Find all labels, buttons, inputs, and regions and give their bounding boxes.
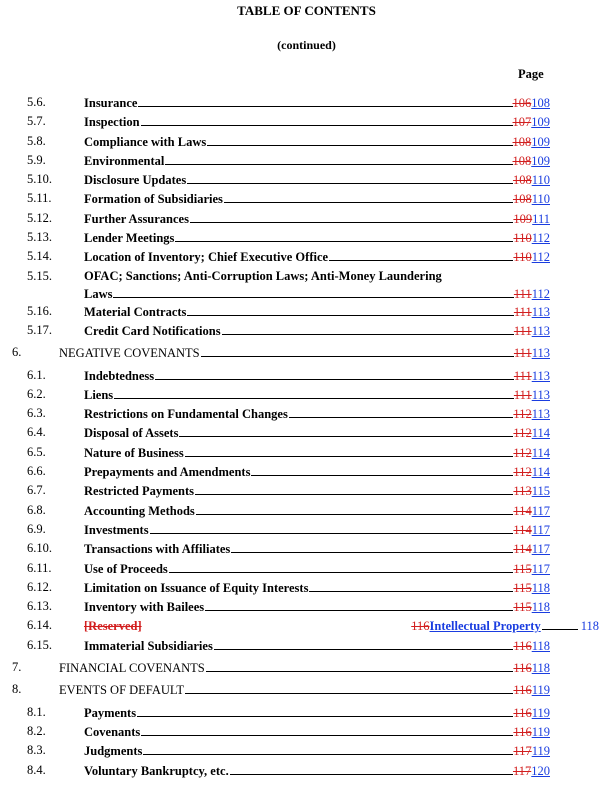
entry-number: 6.14. xyxy=(27,618,52,633)
entry-title: Judgments xyxy=(84,744,143,759)
article-number: 7. xyxy=(12,660,22,675)
entry-title: Use of Proceeds xyxy=(84,561,168,576)
entry-number: 5.15. xyxy=(27,268,52,283)
entry-title: Formation of Subsidiaries xyxy=(84,192,223,207)
dot-leader xyxy=(141,114,513,126)
toc-list xyxy=(0,93,613,780)
dot-leader xyxy=(179,425,513,437)
inserted-page-number[interactable]: 112 xyxy=(531,250,550,265)
toc-entry[interactable] xyxy=(0,93,613,112)
deleted-page-number: 108 xyxy=(512,134,532,149)
deleted-page-number: 114 xyxy=(513,503,532,518)
toc-entry[interactable] xyxy=(0,302,613,321)
toc-article-entry[interactable] xyxy=(0,680,613,699)
entry-title-line2: Laws xyxy=(84,286,113,301)
inserted-page-number[interactable]: 118 xyxy=(531,600,550,615)
toc-entry[interactable] xyxy=(0,366,613,385)
entry-title: Limitation on Issuance of Equity Interests xyxy=(84,580,309,595)
inserted-page-number[interactable]: 109 xyxy=(531,115,550,130)
entry-number: 6.15. xyxy=(27,637,52,652)
entry-title: Compliance with Laws xyxy=(84,134,207,149)
page-column-header: Page xyxy=(518,67,544,81)
inserted-page-number[interactable]: 113 xyxy=(531,304,550,319)
deleted-page-number: 111 xyxy=(513,323,532,338)
dot-leader xyxy=(155,368,514,380)
deleted-page-number: 111 xyxy=(513,304,532,319)
toc-entry[interactable] xyxy=(0,462,613,481)
toc-article-entry[interactable] xyxy=(0,658,613,677)
inserted-page-number[interactable]: 114 xyxy=(531,426,550,441)
entry-title: Restricted Payments xyxy=(84,484,195,499)
toc-title: TABLE OF CONTENTS xyxy=(237,3,376,18)
toc-subtitle: (continued) xyxy=(277,38,336,52)
entry-title: Payments xyxy=(84,705,137,720)
dot-leader xyxy=(231,541,513,553)
dot-leader xyxy=(205,599,513,611)
entry-title: Insurance xyxy=(84,96,138,110)
dot-leader xyxy=(150,522,514,534)
entry-title: Prepayments and Amendments xyxy=(84,465,251,480)
deleted-page-number: 106 xyxy=(512,96,532,110)
deleted-page-number: 116 xyxy=(411,619,430,634)
entry-title: Material Contracts xyxy=(84,304,187,319)
entry-title: Further Assurances xyxy=(84,211,189,226)
article-title: FINANCIAL COVENANTS xyxy=(59,661,205,676)
entry-number: 6.8. xyxy=(27,502,46,517)
inserted-page-number[interactable]: 117 xyxy=(531,522,550,537)
inserted-page-number[interactable]: 118 xyxy=(531,661,550,676)
entry-number: 5.16. xyxy=(27,303,52,318)
dot-leader xyxy=(169,561,514,573)
article-number: 8. xyxy=(12,682,22,697)
deleted-page-number: 116 xyxy=(513,724,532,739)
entry-number: 5.9. xyxy=(27,152,46,167)
deleted-page-number: 111 xyxy=(513,387,532,402)
toc-entry[interactable] xyxy=(0,404,613,423)
deleted-page-number: 112 xyxy=(513,407,532,422)
entry-number: 5.10. xyxy=(27,172,52,187)
toc-entry[interactable] xyxy=(0,597,613,616)
entry-title: Credit Card Notifications xyxy=(84,323,221,338)
dot-leader xyxy=(187,172,513,184)
inserted-page-number[interactable]: 117 xyxy=(531,561,550,576)
dot-leader xyxy=(206,660,514,672)
entry-title-line1: OFAC; Sanctions; Anti-Corruption Laws; Anti-Money Laundering xyxy=(84,268,442,283)
deleted-page-number: 109 xyxy=(513,211,533,226)
inserted-page-number[interactable]: 113 xyxy=(531,346,550,361)
toc-entry[interactable] xyxy=(0,636,613,655)
toc-entry[interactable] xyxy=(0,189,613,208)
dot-leader xyxy=(224,191,513,203)
dot-leader xyxy=(143,743,513,755)
entry-title: Transactions with Affiliates xyxy=(84,542,231,557)
dot-leader xyxy=(230,763,513,775)
inserted-page-number[interactable]: 113 xyxy=(531,387,550,402)
entry-title: Lender Meetings xyxy=(84,231,175,246)
dot-leader xyxy=(185,445,514,457)
entry-number: 8.3. xyxy=(27,743,46,758)
toc-entry[interactable] xyxy=(0,170,613,189)
inserted-page-number[interactable]: 110 xyxy=(531,192,550,207)
entry-title: Disclosure Updates xyxy=(84,173,187,188)
deleted-page-number: 108 xyxy=(512,153,532,168)
inserted-page-number[interactable]: 108 xyxy=(531,96,550,110)
toc-entry[interactable] xyxy=(0,501,613,520)
entry-number: 8.1. xyxy=(27,704,46,719)
entry-title: Liens xyxy=(84,387,114,402)
entry-number: 6.2. xyxy=(27,386,46,401)
entry-title: Location of Inventory; Chief Executive Office xyxy=(84,250,329,265)
dot-leader xyxy=(114,387,514,399)
inserted-page-number[interactable]: 119 xyxy=(531,683,550,698)
entry-number: 6.6. xyxy=(27,464,46,479)
inserted-page-number[interactable]: 117 xyxy=(531,503,550,518)
entry-number: 5.14. xyxy=(27,249,52,264)
inserted-entry-title[interactable]: Intellectual Property xyxy=(429,619,541,634)
dot-leader xyxy=(165,153,512,165)
entry-number: 8.4. xyxy=(27,762,46,777)
entry-number: 6.4. xyxy=(27,425,46,440)
deleted-page-number: 115 xyxy=(513,600,532,615)
dot-leader xyxy=(201,345,514,357)
entry-number: 6.1. xyxy=(27,367,46,382)
entry-number: 6.12. xyxy=(27,579,52,594)
deleted-page-number: 110 xyxy=(513,250,532,265)
dot-leader xyxy=(207,134,512,146)
dot-leader xyxy=(195,483,513,495)
deleted-page-number: 112 xyxy=(513,445,532,460)
inserted-page-number[interactable]: 115 xyxy=(531,484,550,499)
entry-number: 5.12. xyxy=(27,210,52,225)
toc-entry[interactable] xyxy=(0,151,613,170)
inserted-page-number[interactable]: 114 xyxy=(531,445,550,460)
deleted-entry-title: [Reserved] xyxy=(84,619,142,634)
toc-entry[interactable] xyxy=(0,228,613,247)
inserted-page-number[interactable]: 112 xyxy=(531,286,550,301)
toc-entry[interactable] xyxy=(0,722,613,741)
deleted-page-number: 116 xyxy=(513,661,532,676)
toc-entry[interactable] xyxy=(0,761,613,780)
toc-entry[interactable] xyxy=(0,385,613,404)
dot-leader xyxy=(137,705,513,717)
toc-entry[interactable] xyxy=(0,539,613,558)
toc-entry[interactable] xyxy=(0,741,613,760)
deleted-page-number: 112 xyxy=(513,426,532,441)
inserted-page-number[interactable]: 119 xyxy=(531,724,550,739)
dot-leader xyxy=(185,682,513,694)
entry-title: Disposal of Assets xyxy=(84,426,179,441)
toc-entry[interactable] xyxy=(0,247,613,266)
inserted-page-number[interactable]: 120 xyxy=(531,763,550,778)
toc-entry[interactable] xyxy=(0,267,613,302)
entry-title: Inventory with Bailees xyxy=(84,600,205,615)
dot-leader xyxy=(214,638,514,650)
deleted-page-number: 108 xyxy=(512,192,532,207)
entry-number: 5.7. xyxy=(27,114,46,129)
entry-title: Immaterial Subsidiaries xyxy=(84,638,213,653)
toc-entry[interactable] xyxy=(0,209,613,228)
deleted-page-number: 107 xyxy=(512,115,532,130)
entry-number: 5.17. xyxy=(27,322,52,337)
dot-leader xyxy=(196,503,514,515)
deleted-page-number: 114 xyxy=(513,522,532,537)
toc-entry[interactable] xyxy=(0,132,613,151)
deleted-page-number: 113 xyxy=(513,484,532,499)
entry-number: 8.2. xyxy=(27,723,46,738)
inserted-page-number[interactable]: 113 xyxy=(531,323,550,338)
entry-title: Covenants xyxy=(84,724,141,739)
toc-entry[interactable] xyxy=(0,443,613,462)
entry-title: Nature of Business xyxy=(84,445,184,460)
toc-entry[interactable] xyxy=(0,520,613,539)
inserted-page-number[interactable]: 113 xyxy=(531,368,550,383)
inserted-page-number[interactable]: 118 xyxy=(580,619,599,634)
dot-leader xyxy=(329,249,513,261)
toc-entry[interactable] xyxy=(0,578,613,597)
deleted-page-number: 116 xyxy=(513,683,532,698)
dot-leader xyxy=(138,95,512,107)
entry-title: Indebtedness xyxy=(84,368,155,383)
deleted-page-number: 116 xyxy=(513,638,532,653)
inserted-page-number[interactable]: 113 xyxy=(531,407,550,422)
deleted-page-number: 112 xyxy=(513,465,532,480)
entry-title: Restrictions on Fundamental Changes xyxy=(84,407,288,422)
inserted-page-number[interactable]: 114 xyxy=(531,465,550,480)
inserted-page-number[interactable]: 109 xyxy=(531,153,550,168)
dot-leader xyxy=(187,304,513,316)
article-number: 6. xyxy=(12,345,22,360)
inserted-page-number[interactable]: 119 xyxy=(531,744,550,759)
inserted-page-number[interactable]: 118 xyxy=(531,580,550,595)
dot-leader xyxy=(190,211,513,223)
entry-number: 5.6. xyxy=(27,95,46,109)
entry-number: 6.5. xyxy=(27,444,46,459)
deleted-page-number: 117 xyxy=(513,744,532,759)
inserted-page-number[interactable]: 118 xyxy=(531,638,550,653)
toc-entry-modified[interactable] xyxy=(0,616,613,635)
toc-entry[interactable] xyxy=(0,559,613,578)
dot-leader xyxy=(309,580,513,592)
entry-number: 5.11. xyxy=(27,191,52,206)
inserted-page-number[interactable]: 110 xyxy=(531,173,550,188)
entry-number: 6.13. xyxy=(27,599,52,614)
dot-leader xyxy=(542,618,578,630)
dot-leader xyxy=(175,230,513,242)
entry-number: 6.7. xyxy=(27,483,46,498)
entry-title: Inspection xyxy=(84,115,140,130)
dot-leader xyxy=(289,406,514,418)
deleted-page-number: 110 xyxy=(513,231,532,246)
toc-entry[interactable] xyxy=(0,423,613,442)
toc-entry[interactable] xyxy=(0,321,613,340)
entry-number: 6.9. xyxy=(27,521,46,536)
entry-number: 6.3. xyxy=(27,406,46,421)
dot-leader xyxy=(251,464,513,476)
inserted-page-number[interactable]: 112 xyxy=(531,231,550,246)
toc-entry[interactable] xyxy=(0,703,613,722)
deleted-page-number: 117 xyxy=(512,763,532,778)
deleted-page-number: 111 xyxy=(513,346,532,361)
inserted-page-number[interactable]: 111 xyxy=(532,211,550,226)
article-title: EVENTS OF DEFAULT xyxy=(59,683,185,698)
entry-title: Voluntary Bankruptcy, etc. xyxy=(84,763,229,778)
inserted-page-number[interactable]: 109 xyxy=(531,134,550,149)
deleted-page-number: 108 xyxy=(512,173,532,188)
toc-entry[interactable] xyxy=(0,481,613,500)
inserted-page-number[interactable]: 119 xyxy=(531,705,550,720)
entry-number: 5.8. xyxy=(27,133,46,148)
entry-number: 6.10. xyxy=(27,541,52,556)
deleted-page-number: 116 xyxy=(513,705,532,720)
deleted-page-number: 114 xyxy=(513,542,532,557)
entry-number: 5.13. xyxy=(27,230,52,245)
article-title: NEGATIVE COVENANTS xyxy=(59,346,200,361)
entry-title: Environmental xyxy=(84,153,165,168)
deleted-page-number: 115 xyxy=(513,580,532,595)
deleted-page-number: 111 xyxy=(513,368,532,383)
entry-number: 6.11. xyxy=(27,560,52,575)
toc-article-entry[interactable] xyxy=(0,343,613,362)
inserted-page-number[interactable]: 117 xyxy=(531,542,550,557)
deleted-page-number: 111 xyxy=(513,286,532,301)
entry-title: Investments xyxy=(84,522,149,537)
deleted-page-number: 115 xyxy=(513,561,532,576)
entry-title: Accounting Methods xyxy=(84,503,195,518)
dot-leader xyxy=(141,724,513,736)
dot-leader xyxy=(113,286,513,298)
toc-entry[interactable] xyxy=(0,112,613,131)
dot-leader xyxy=(222,323,514,335)
